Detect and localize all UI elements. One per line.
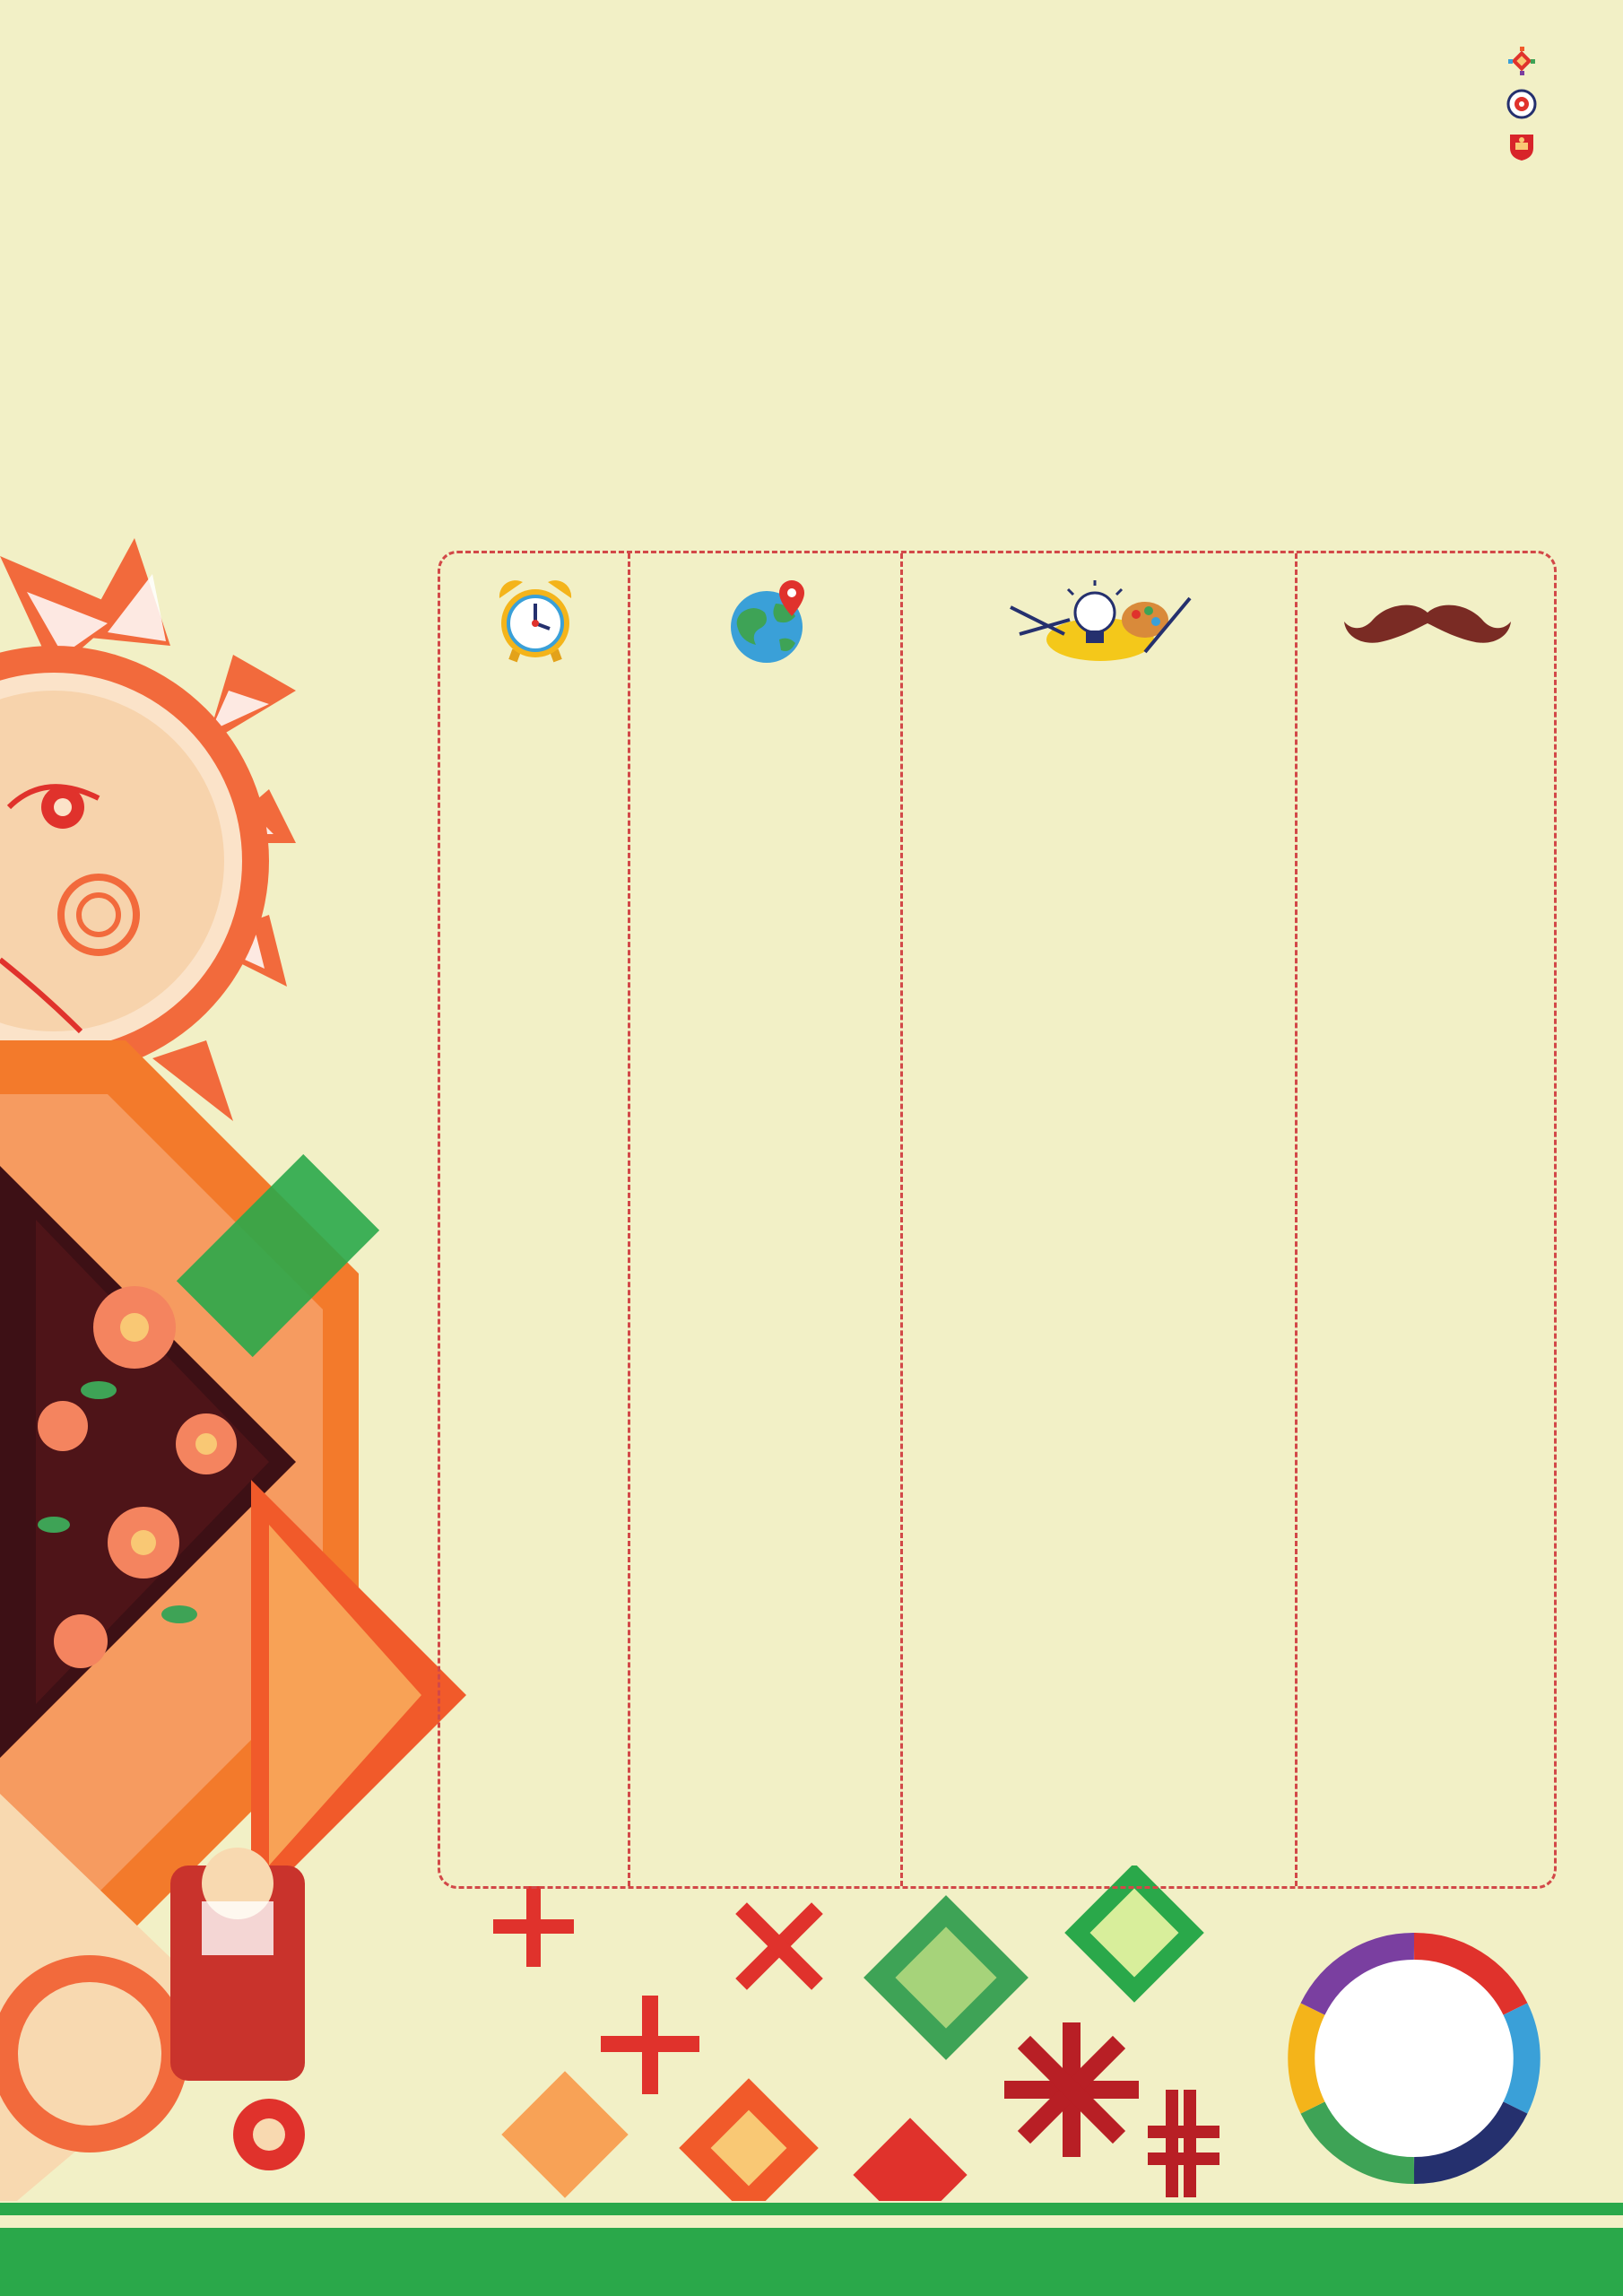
organizer-item — [386, 39, 1551, 83]
column-divider — [440, 553, 630, 1886]
patchwork-ornament-icon — [0, 1040, 466, 2215]
organizer-item — [386, 126, 1551, 169]
folk-ornament-decoration — [0, 538, 502, 2215]
diamond-ornament-icon — [1506, 46, 1537, 76]
column-divider — [630, 553, 903, 1886]
column-divider — [903, 553, 1298, 1886]
organizers-list — [386, 39, 1551, 169]
center-emblem-icon — [1506, 89, 1537, 119]
folklore-day-badge — [1284, 1928, 1544, 2188]
mustache-icon — [1342, 600, 1513, 650]
organizer-item — [386, 83, 1551, 126]
schedule-table — [438, 551, 1557, 1889]
embroidery-border — [0, 2201, 1623, 2296]
embroidery-pattern-decoration — [466, 1866, 1237, 2224]
header-note — [1298, 553, 1559, 738]
city-coat-of-arms-icon — [1506, 132, 1537, 162]
